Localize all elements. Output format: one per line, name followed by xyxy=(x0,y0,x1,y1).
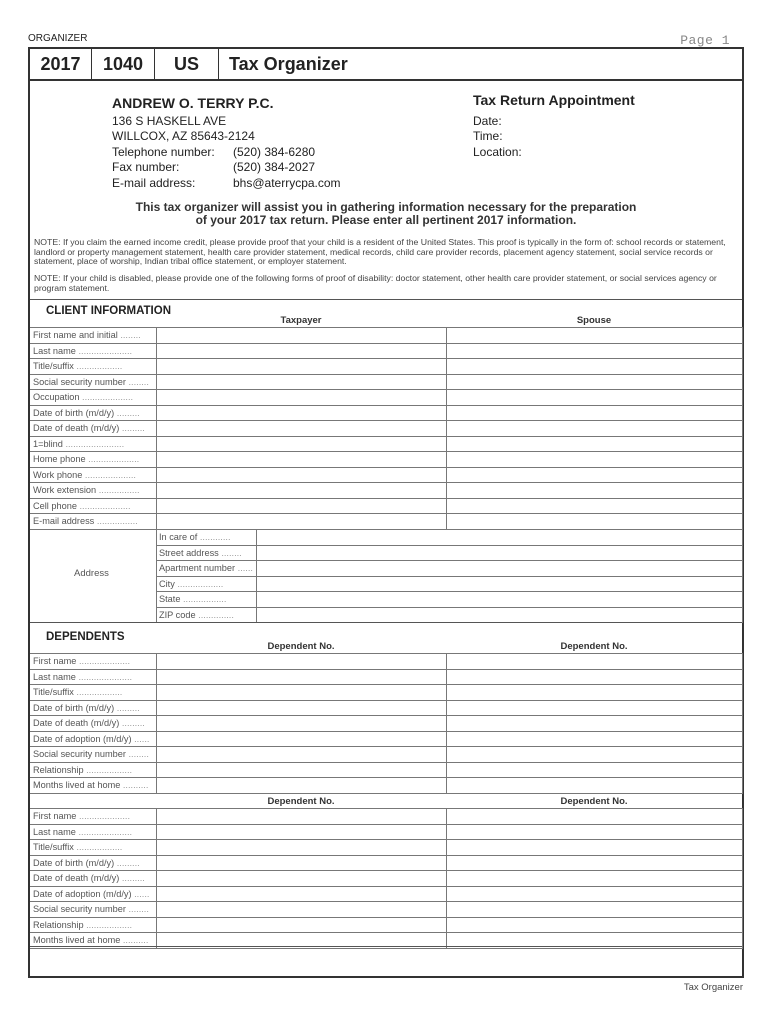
input-field[interactable] xyxy=(446,390,742,406)
disability-note: NOTE: If your child is disabled, please provide one of the following forms of proof of disability: doctor statement, other health care provider statement, or social services agency or program statement. xyxy=(34,273,717,293)
input-field[interactable] xyxy=(446,467,742,483)
client-row xyxy=(30,343,742,359)
address-row xyxy=(156,561,742,577)
input-field[interactable] xyxy=(156,824,446,840)
input-field[interactable] xyxy=(156,840,446,856)
dependent-row xyxy=(30,917,742,933)
appointment-location-label: Location: xyxy=(473,144,522,159)
input-field[interactable] xyxy=(446,514,742,530)
row-label xyxy=(30,871,156,887)
row-label xyxy=(30,762,156,778)
row-label-text: 1=blind xyxy=(33,438,63,449)
client-info-table xyxy=(30,327,743,530)
leader-dots: .................. xyxy=(83,919,133,930)
email-label: E-mail address: xyxy=(112,175,196,190)
dependent-row xyxy=(30,886,742,902)
input-field[interactable] xyxy=(446,374,742,390)
leader-dots: .................... xyxy=(82,469,136,480)
input-field[interactable] xyxy=(156,716,446,732)
leader-dots: .................. xyxy=(83,764,133,775)
address-row xyxy=(156,545,742,561)
row-label-text: First name xyxy=(33,811,77,822)
row-label xyxy=(30,809,156,825)
row-label-text: Date of adoption (m/d/y) xyxy=(33,733,132,744)
client-row xyxy=(30,467,742,483)
row-label-text: Date of death (m/d/y) xyxy=(33,423,120,434)
input-field[interactable] xyxy=(156,731,446,747)
input-field[interactable] xyxy=(446,886,742,902)
row-label xyxy=(30,669,156,685)
row-label-text: In care of xyxy=(159,532,198,543)
row-label-text: Date of birth (m/d/y) xyxy=(33,857,115,868)
dependent-row xyxy=(30,716,742,732)
row-label xyxy=(30,716,156,732)
row-label-text: Social security number xyxy=(33,749,126,760)
row-label xyxy=(156,592,256,608)
input-field[interactable] xyxy=(446,762,742,778)
row-label-text: Home phone xyxy=(33,454,86,465)
leader-dots: ............ xyxy=(197,532,231,543)
client-row xyxy=(30,483,742,499)
row-label xyxy=(30,514,156,530)
divider xyxy=(30,946,742,947)
dependents-section-title: DEPENDENTS xyxy=(46,631,125,643)
appointment-time-label: Time: xyxy=(473,129,503,143)
input-field[interactable] xyxy=(446,685,742,701)
eic-note: NOTE: If you claim the earned income credit, please provide proof that your child is a resident of the United States. This proof is typically in the form of: school records or statement, landlord or property management statement, health care provider statement, medical records, child care provider records, placement agency statement, social service records or statement, place of worship, Indian tribal office statement, or employer statement. xyxy=(34,237,726,267)
row-label-text: ZIP code xyxy=(159,609,196,620)
input-field[interactable] xyxy=(156,669,446,685)
leader-dots: ...... xyxy=(131,888,150,899)
page-number: Page 1 xyxy=(680,33,730,48)
input-field[interactable] xyxy=(156,421,446,437)
client-row xyxy=(30,390,742,406)
leader-dots: ......... xyxy=(114,702,140,713)
dependents-table-1 xyxy=(30,653,743,794)
row-label xyxy=(156,545,256,561)
row-label-text: State xyxy=(159,594,181,605)
row-label xyxy=(30,343,156,359)
input-field[interactable] xyxy=(156,498,446,514)
dependent-row xyxy=(30,778,742,794)
row-label xyxy=(30,421,156,437)
form-header xyxy=(30,49,742,81)
leader-dots: ......... xyxy=(114,407,140,418)
row-label-text: Last name xyxy=(33,826,76,837)
input-field[interactable] xyxy=(446,840,742,856)
dependents-table-2 xyxy=(30,808,743,949)
client-row xyxy=(30,498,742,514)
fax-label: Fax number: xyxy=(112,160,180,174)
leader-dots: .......... xyxy=(120,935,149,946)
leader-dots: ........ xyxy=(125,904,149,915)
leader-dots: ..................... xyxy=(75,826,133,837)
tax-year: 2017 xyxy=(30,49,92,79)
firm-name: ANDREW O. TERRY P.C. xyxy=(112,95,274,111)
dependent-column-header: Dependent No. xyxy=(560,796,628,807)
divider xyxy=(30,622,742,623)
input-field[interactable] xyxy=(156,452,446,468)
leader-dots: ...... xyxy=(131,733,150,744)
dependent-row xyxy=(30,902,742,918)
row-label xyxy=(30,902,156,918)
client-row xyxy=(30,328,742,344)
leader-dots: ................ xyxy=(96,485,140,496)
input-field[interactable] xyxy=(256,545,742,561)
client-row xyxy=(30,374,742,390)
row-label xyxy=(30,824,156,840)
row-label xyxy=(30,747,156,763)
row-label-text: City xyxy=(159,578,175,589)
row-label xyxy=(30,654,156,670)
row-label-text: Relationship xyxy=(33,919,84,930)
row-label xyxy=(30,840,156,856)
input-field[interactable] xyxy=(156,405,446,421)
dependent-row xyxy=(30,654,742,670)
row-label xyxy=(156,607,256,623)
leader-dots: ......... xyxy=(114,857,140,868)
dependent-row xyxy=(30,762,742,778)
row-label xyxy=(30,436,156,452)
client-row xyxy=(30,405,742,421)
input-field[interactable] xyxy=(446,700,742,716)
input-field[interactable] xyxy=(156,809,446,825)
row-label-text: Months lived at home xyxy=(33,780,121,791)
input-field[interactable] xyxy=(446,359,742,375)
row-label xyxy=(30,452,156,468)
form-title: Tax Organizer xyxy=(229,54,348,74)
leader-dots: ........ xyxy=(117,330,141,341)
input-field[interactable] xyxy=(256,530,742,546)
row-label-text: Date of birth (m/d/y) xyxy=(33,702,115,713)
leader-dots: .................. xyxy=(73,361,123,372)
input-field[interactable] xyxy=(156,343,446,359)
input-field[interactable] xyxy=(156,483,446,499)
dependent-row xyxy=(30,747,742,763)
intro-text xyxy=(30,201,742,227)
leader-dots: ......... xyxy=(119,423,145,434)
leader-dots: .................... xyxy=(76,500,131,511)
address-row xyxy=(156,607,742,623)
dependent-row xyxy=(30,824,742,840)
fax-value: (520) 384-2027 xyxy=(233,160,316,174)
firm-address-line2: WILLCOX, AZ 85643-2124 xyxy=(112,129,255,143)
leader-dots: .................... xyxy=(76,811,131,822)
row-label-text: Apartment number xyxy=(159,563,236,574)
leader-dots: ........ xyxy=(218,547,242,558)
leader-dots: .............. xyxy=(195,609,234,620)
row-label xyxy=(30,374,156,390)
dependent-row xyxy=(30,700,742,716)
input-field[interactable] xyxy=(446,902,742,918)
row-label xyxy=(30,700,156,716)
input-field[interactable] xyxy=(446,483,742,499)
leader-dots: .......... xyxy=(120,780,149,791)
country-code: US xyxy=(155,49,219,79)
row-label xyxy=(30,886,156,902)
row-label-text: Work phone xyxy=(33,469,83,480)
row-label xyxy=(30,359,156,375)
phone-value: (520) 384-6280 xyxy=(233,144,316,159)
row-label-text: Last name xyxy=(33,671,76,682)
row-label-text: Date of birth (m/d/y) xyxy=(33,407,115,418)
row-label xyxy=(30,483,156,499)
row-label xyxy=(156,530,256,546)
input-field[interactable] xyxy=(156,436,446,452)
input-field[interactable] xyxy=(156,700,446,716)
row-label-text: First name xyxy=(33,656,77,667)
input-field[interactable] xyxy=(156,855,446,871)
dependent-column-header: Dependent No. xyxy=(267,641,335,652)
input-field[interactable] xyxy=(156,762,446,778)
dependent-row xyxy=(30,840,742,856)
leader-dots: ........ xyxy=(125,376,149,387)
leader-dots: ...... xyxy=(235,563,253,574)
input-field[interactable] xyxy=(446,871,742,887)
leader-dots: ..................... xyxy=(75,345,133,356)
address-row xyxy=(156,530,742,546)
input-field[interactable] xyxy=(156,917,446,933)
dependent-column-header: Dependent No. xyxy=(560,641,628,652)
dependent-row xyxy=(30,731,742,747)
row-label-text: Street address xyxy=(159,547,219,558)
row-label-text: Title/suffix xyxy=(33,687,74,698)
dependent-row xyxy=(30,669,742,685)
appointment-box xyxy=(473,93,635,160)
dependent-row xyxy=(30,685,742,701)
leader-dots: ......... xyxy=(119,873,145,884)
client-section-title: CLIENT INFORMATION xyxy=(46,305,171,317)
intro-line-2: of your 2017 tax return. Please enter all pertinent 2017 information. xyxy=(195,213,577,227)
address-row xyxy=(156,592,742,608)
input-field[interactable] xyxy=(156,390,446,406)
row-label xyxy=(156,561,256,577)
row-label-text: Title/suffix xyxy=(33,842,74,853)
row-label xyxy=(30,685,156,701)
row-label xyxy=(156,576,256,592)
address-divider xyxy=(156,529,157,622)
organizer-label: ORGANIZER xyxy=(28,33,88,44)
input-field[interactable] xyxy=(156,654,446,670)
input-field[interactable] xyxy=(446,731,742,747)
leader-dots: .................. xyxy=(73,687,123,698)
spouse-column-header: Spouse xyxy=(576,315,612,326)
input-field[interactable] xyxy=(156,467,446,483)
input-field[interactable] xyxy=(446,747,742,763)
input-field[interactable] xyxy=(156,514,446,530)
input-field[interactable] xyxy=(256,576,742,592)
row-label-text: Relationship xyxy=(33,764,84,775)
input-field[interactable] xyxy=(446,654,742,670)
phone-label: Telephone number: xyxy=(112,144,215,159)
address-row xyxy=(156,576,742,592)
row-label-text: First name and initial xyxy=(33,330,118,341)
row-label-text: Date of death (m/d/y) xyxy=(33,873,120,884)
input-field[interactable] xyxy=(446,452,742,468)
client-row xyxy=(30,452,742,468)
input-field[interactable] xyxy=(446,824,742,840)
row-label xyxy=(30,405,156,421)
firm-address-line1: 136 S HASKELL AVE xyxy=(112,113,227,128)
row-label xyxy=(30,855,156,871)
email-value: bhs@aterrycpa.com xyxy=(233,175,341,190)
input-field[interactable] xyxy=(156,902,446,918)
address-table xyxy=(156,529,743,623)
client-row xyxy=(30,359,742,375)
dependent-row xyxy=(30,855,742,871)
row-label-text: Social security number xyxy=(33,904,126,915)
footer-label: Tax Organizer xyxy=(683,982,743,993)
input-field[interactable] xyxy=(446,855,742,871)
row-label-text: Cell phone xyxy=(33,500,77,511)
input-field[interactable] xyxy=(156,778,446,794)
row-label-text: Date of death (m/d/y) xyxy=(33,718,120,729)
leader-dots: .................... xyxy=(76,656,131,667)
form-number: 1040 xyxy=(92,49,155,79)
leader-dots: ......... xyxy=(119,718,145,729)
row-label-text: Social security number xyxy=(33,376,126,387)
leader-dots: ........ xyxy=(125,749,149,760)
divider xyxy=(30,299,742,300)
input-field[interactable] xyxy=(156,747,446,763)
row-label-text: Occupation xyxy=(33,392,80,403)
appointment-date-label: Date: xyxy=(473,113,502,128)
leader-dots: ....................... xyxy=(62,438,125,449)
input-field[interactable] xyxy=(446,809,742,825)
input-field[interactable] xyxy=(446,405,742,421)
row-label xyxy=(30,498,156,514)
leader-dots: .................. xyxy=(73,842,123,853)
row-label-text: Title/suffix xyxy=(33,361,74,372)
input-field[interactable] xyxy=(446,498,742,514)
leader-dots: ..................... xyxy=(75,671,133,682)
row-label xyxy=(30,467,156,483)
client-row xyxy=(30,436,742,452)
row-label xyxy=(30,390,156,406)
leader-dots: .................. xyxy=(174,578,224,589)
leader-dots: .................... xyxy=(85,454,140,465)
input-field[interactable] xyxy=(446,436,742,452)
row-label-text: Last name xyxy=(33,345,76,356)
leader-dots: ................. xyxy=(180,594,227,605)
input-field[interactable] xyxy=(156,374,446,390)
input-field[interactable] xyxy=(446,669,742,685)
row-label xyxy=(30,731,156,747)
row-label-text: Months lived at home xyxy=(33,935,121,946)
client-row xyxy=(30,421,742,437)
input-field[interactable] xyxy=(446,778,742,794)
leader-dots: .................... xyxy=(79,392,134,403)
input-field[interactable] xyxy=(156,685,446,701)
input-field[interactable] xyxy=(446,917,742,933)
row-label xyxy=(30,917,156,933)
intro-line-1: This tax organizer will assist you in gathering information necessary for the preparation xyxy=(135,200,637,214)
input-field[interactable] xyxy=(156,328,446,344)
client-row xyxy=(30,514,742,530)
input-field[interactable] xyxy=(256,592,742,608)
dependent-row xyxy=(30,809,742,825)
input-field[interactable] xyxy=(156,871,446,887)
row-label xyxy=(30,328,156,344)
firm-info xyxy=(112,96,341,191)
row-label-text: Work extension xyxy=(33,485,97,496)
appointment-title: Tax Return Appointment xyxy=(473,92,635,108)
row-label-text: Date of adoption (m/d/y) xyxy=(33,888,132,899)
input-field[interactable] xyxy=(256,561,742,577)
taxpayer-column-header: Taxpayer xyxy=(280,315,322,326)
input-field[interactable] xyxy=(446,343,742,359)
dependent-row xyxy=(30,871,742,887)
row-label-text: E-mail address xyxy=(33,516,95,527)
address-label: Address xyxy=(74,568,109,579)
input-field[interactable] xyxy=(156,359,446,375)
input-field[interactable] xyxy=(256,607,742,623)
input-field[interactable] xyxy=(446,716,742,732)
input-field[interactable] xyxy=(446,328,742,344)
input-field[interactable] xyxy=(446,421,742,437)
dependent-column-header: Dependent No. xyxy=(267,796,335,807)
row-label xyxy=(30,778,156,794)
organizer-form xyxy=(28,47,744,978)
input-field[interactable] xyxy=(156,886,446,902)
leader-dots: ................ xyxy=(94,516,138,527)
